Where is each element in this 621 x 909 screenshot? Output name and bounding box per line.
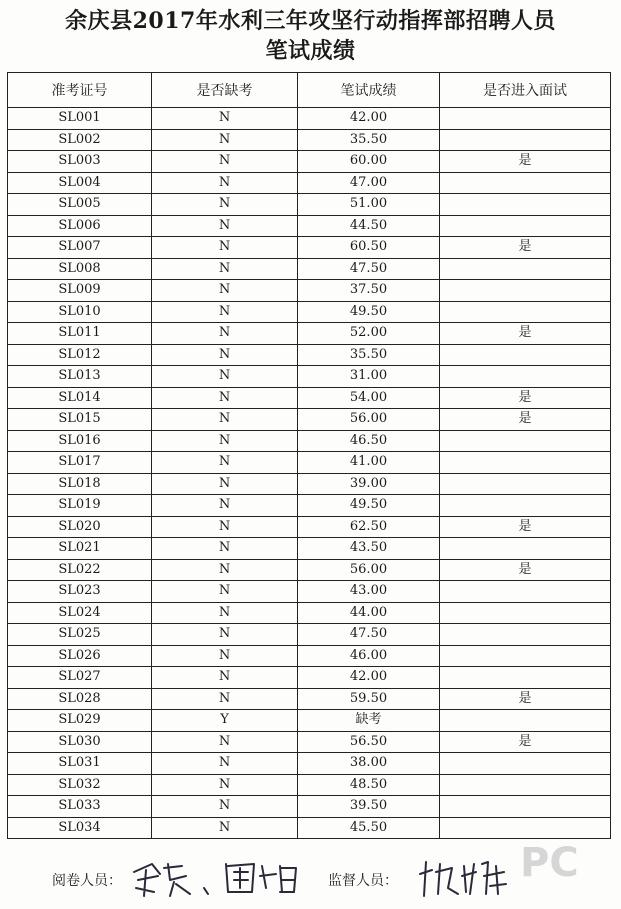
cell-interview: 是 [440,151,611,173]
cell-absent: N [152,796,298,818]
cell-score: 31.00 [298,366,440,388]
cell-exam-id: SL009 [8,280,152,302]
cell-score: 47.00 [298,172,440,194]
cell-interview [440,473,611,495]
supervisor-signature [418,858,508,898]
cell-interview: 是 [440,516,611,538]
cell-absent: N [152,344,298,366]
table-row [8,753,611,775]
table-row [8,817,611,839]
header-score: 笔试成绩 [298,73,440,108]
cell-exam-id: SL010 [8,301,152,323]
cell-exam-id: SL006 [8,215,152,237]
cell-score: 42.00 [298,108,440,130]
cell-score: 39.50 [298,796,440,818]
cell-exam-id: SL016 [8,430,152,452]
cell-absent: N [152,409,298,431]
cell-absent: N [152,258,298,280]
table-row [8,581,611,603]
table-row [8,710,611,732]
cell-absent: N [152,817,298,839]
cell-absent: Y [152,710,298,732]
cell-absent: N [152,473,298,495]
cell-score: 38.00 [298,753,440,775]
cell-exam-id: SL013 [8,366,152,388]
cell-exam-id: SL014 [8,387,152,409]
cell-exam-id: SL017 [8,452,152,474]
cell-absent: N [152,237,298,259]
supervisor-label: 监督人员： [328,873,398,889]
cell-absent: N [152,602,298,624]
cell-exam-id: SL019 [8,495,152,517]
cell-interview [440,624,611,646]
table-row [8,301,611,323]
cell-absent: N [152,301,298,323]
cell-interview [440,817,611,839]
cell-exam-id: SL020 [8,516,152,538]
table-row [8,796,611,818]
cell-interview [440,344,611,366]
table-row [8,430,611,452]
cell-interview: 是 [440,387,611,409]
cell-absent: N [152,559,298,581]
cell-score: 48.50 [298,774,440,796]
cell-absent: N [152,323,298,345]
cell-score: 44.00 [298,602,440,624]
cell-absent: N [152,753,298,775]
table-row [8,151,611,173]
cell-exam-id: SL004 [8,172,152,194]
cell-score: 42.00 [298,667,440,689]
table-row [8,409,611,431]
cell-score: 35.50 [298,129,440,151]
table-body [8,108,611,839]
table-row [8,172,611,194]
cell-absent: N [152,516,298,538]
cell-interview [440,452,611,474]
header-exam-id: 准考证号 [8,73,152,108]
cell-absent: N [152,774,298,796]
cell-score: 46.00 [298,645,440,667]
cell-absent: N [152,194,298,216]
cell-exam-id: SL011 [8,323,152,345]
cell-interview [440,430,611,452]
table-row [8,108,611,130]
cell-absent: N [152,129,298,151]
cell-absent: N [152,581,298,603]
cell-interview: 是 [440,559,611,581]
cell-exam-id: SL022 [8,559,152,581]
cell-absent: N [152,645,298,667]
cell-exam-id: SL027 [8,667,152,689]
table-row [8,645,611,667]
table-row [8,366,611,388]
cell-interview [440,753,611,775]
cell-score: 37.50 [298,280,440,302]
cell-absent: N [152,280,298,302]
cell-interview: 是 [440,323,611,345]
cell-absent: N [152,495,298,517]
cell-interview [440,667,611,689]
cell-score: 62.50 [298,516,440,538]
cell-exam-id: SL001 [8,108,152,130]
cell-interview: 是 [440,409,611,431]
grader-signature [130,858,300,898]
cell-interview: 是 [440,731,611,753]
cell-exam-id: SL003 [8,151,152,173]
cell-score: 缺考 [298,710,440,732]
cell-interview [440,258,611,280]
table-row [8,215,611,237]
cell-score: 45.50 [298,817,440,839]
table-row [8,516,611,538]
cell-absent: N [152,366,298,388]
cell-score: 54.00 [298,387,440,409]
watermark: PC [520,840,579,886]
table-row [8,452,611,474]
cell-absent: N [152,215,298,237]
table-row [8,688,611,710]
table-row [8,323,611,345]
cell-interview [440,215,611,237]
cell-exam-id: SL018 [8,473,152,495]
cell-interview [440,366,611,388]
cell-interview [440,172,611,194]
table-row [8,258,611,280]
cell-score: 60.50 [298,237,440,259]
cell-exam-id: SL015 [8,409,152,431]
table-row [8,280,611,302]
cell-score: 56.00 [298,409,440,431]
table-row [8,473,611,495]
title-line-2: 笔试成绩 [265,38,356,64]
table-row [8,129,611,151]
cell-score: 51.00 [298,194,440,216]
cell-absent: N [152,430,298,452]
title-line-1: 余庆县2017年水利三年攻坚行动指挥部招聘人员 [65,8,556,34]
cell-score: 49.50 [298,301,440,323]
cell-interview: 是 [440,688,611,710]
table-row [8,237,611,259]
cell-exam-id: SL032 [8,774,152,796]
table-row [8,194,611,216]
cell-interview [440,602,611,624]
cell-exam-id: SL030 [8,731,152,753]
cell-interview [440,280,611,302]
cell-interview [440,796,611,818]
cell-exam-id: SL024 [8,602,152,624]
cell-absent: N [152,731,298,753]
cell-interview [440,129,611,151]
cell-exam-id: SL007 [8,237,152,259]
table-row [8,538,611,560]
cell-exam-id: SL021 [8,538,152,560]
table-row [8,624,611,646]
grader-label: 阅卷人员： [52,873,122,889]
page-title [0,6,621,66]
cell-interview [440,301,611,323]
cell-score: 46.50 [298,430,440,452]
table-row [8,387,611,409]
cell-score: 49.50 [298,495,440,517]
cell-score: 44.50 [298,215,440,237]
cell-absent: N [152,151,298,173]
cell-exam-id: SL012 [8,344,152,366]
cell-exam-id: SL031 [8,753,152,775]
cell-absent: N [152,667,298,689]
cell-exam-id: SL008 [8,258,152,280]
cell-score: 35.50 [298,344,440,366]
cell-absent: N [152,624,298,646]
cell-interview [440,495,611,517]
cell-absent: N [152,452,298,474]
cell-exam-id: SL029 [8,710,152,732]
table-row [8,731,611,753]
cell-exam-id: SL034 [8,817,152,839]
header-absent: 是否缺考 [152,73,298,108]
cell-interview [440,581,611,603]
cell-interview: 是 [440,237,611,259]
table-row [8,667,611,689]
cell-exam-id: SL002 [8,129,152,151]
cell-score: 39.00 [298,473,440,495]
cell-exam-id: SL026 [8,645,152,667]
cell-exam-id: SL023 [8,581,152,603]
cell-interview [440,645,611,667]
scores-table [7,72,611,839]
cell-absent: N [152,108,298,130]
cell-interview [440,710,611,732]
cell-score: 47.50 [298,258,440,280]
table-row [8,344,611,366]
cell-score: 60.00 [298,151,440,173]
cell-score: 59.50 [298,688,440,710]
cell-score: 47.50 [298,624,440,646]
table-row [8,559,611,581]
cell-interview [440,538,611,560]
cell-absent: N [152,688,298,710]
cell-score: 43.00 [298,581,440,603]
cell-score: 52.00 [298,323,440,345]
cell-score: 41.00 [298,452,440,474]
cell-score: 43.50 [298,538,440,560]
cell-interview [440,108,611,130]
table-row [8,602,611,624]
cell-interview [440,774,611,796]
cell-score: 56.00 [298,559,440,581]
table-header-row [8,73,611,108]
cell-exam-id: SL025 [8,624,152,646]
cell-exam-id: SL005 [8,194,152,216]
cell-exam-id: SL033 [8,796,152,818]
cell-absent: N [152,538,298,560]
cell-absent: N [152,172,298,194]
cell-exam-id: SL028 [8,688,152,710]
table-row [8,774,611,796]
table-row [8,495,611,517]
cell-score: 56.50 [298,731,440,753]
cell-absent: N [152,387,298,409]
header-interview: 是否进入面试 [440,73,611,108]
cell-interview [440,194,611,216]
